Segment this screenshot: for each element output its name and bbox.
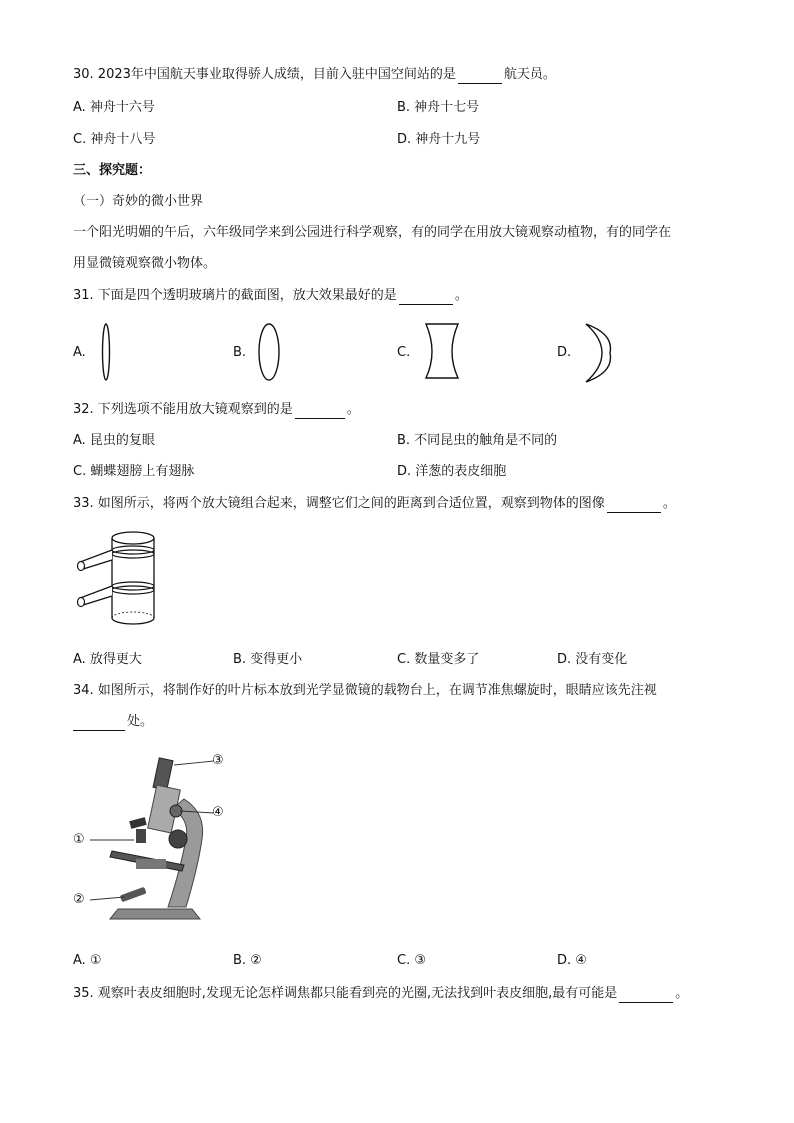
microscope-label-3: ③ xyxy=(212,753,224,768)
q32-option-a[interactable]: A. 昆虫的复眼 xyxy=(73,433,155,448)
microscope-label-4: ④ xyxy=(212,805,224,820)
q34-stem-line-2 xyxy=(73,713,153,731)
thin-convex-lens-icon xyxy=(98,322,118,382)
q35-answer-blank[interactable] xyxy=(619,988,673,1003)
q32-option-d[interactable]: D. 洋葱的表皮细胞 xyxy=(397,464,507,479)
q34-option-d[interactable]: D. ④ xyxy=(557,953,587,968)
q30-stem-end: 航天员。 xyxy=(503,67,556,82)
q34-option-b[interactable]: B. ② xyxy=(233,953,262,968)
q33-stem xyxy=(73,495,676,513)
q32-stem-text: 32. 下列选项不能用放大镜观察到的是 xyxy=(73,402,293,417)
q30-answer-blank[interactable] xyxy=(458,69,502,84)
q31-option-b[interactable]: B. xyxy=(233,345,247,360)
q35-stem-end: 。 xyxy=(675,986,689,1001)
intro-line-1: 一个阳光明媚的午后，六年级同学来到公园进行科学观察，有的同学在用放大镜观察动植物，有的同学在 xyxy=(73,225,672,240)
microscope-figure xyxy=(72,747,238,933)
microscope-label-1: ① xyxy=(73,832,85,847)
q30-option-d[interactable]: D. 神舟十九号 xyxy=(397,132,481,147)
meniscus-lens-icon xyxy=(580,322,620,384)
q30-option-b[interactable]: B. 神舟十七号 xyxy=(397,100,480,115)
q30-stem-text: 30. 2023年中国航天事业取得骄人成绩，目前入驻中国空间站的是 xyxy=(73,67,456,82)
q35-stem-text: 35. 观察叶表皮细胞时,发现无论怎样调焦都只能看到亮的光圈,无法找到叶表皮细胞,最有可能是 xyxy=(73,986,618,1001)
intro-line-2: 用显微镜观察微小物体。 xyxy=(73,256,217,271)
q33-option-a[interactable]: A. 放得更大 xyxy=(73,652,142,667)
q30-option-c[interactable]: C. 神舟十八号 xyxy=(73,132,156,147)
q34-answer-blank[interactable] xyxy=(73,716,125,731)
q35-stem xyxy=(73,985,688,1003)
q32-option-c[interactable]: C. 蝴蝶翅膀上有翅脉 xyxy=(73,464,195,479)
q33-answer-blank[interactable] xyxy=(607,498,661,513)
q34-option-a[interactable]: A. ① xyxy=(73,953,102,968)
q31-stem-end: 。 xyxy=(454,288,468,303)
q31-stem-text: 31. 下面是四个透明玻璃片的截面图，放大效果最好的是 xyxy=(73,288,397,303)
thick-convex-lens-icon xyxy=(255,322,285,382)
q32-stem xyxy=(73,401,360,419)
q31-answer-blank[interactable] xyxy=(399,290,453,305)
q31-option-a[interactable]: A. xyxy=(73,345,86,360)
q34-stem-line-1: 34. 如图所示，将制作好的叶片标本放到光学显微镜的载物台上，在调节准焦螺旋时，眼睛应该先注视 xyxy=(73,683,657,698)
section-title: 三、探究题： xyxy=(73,163,152,178)
q32-stem-end: 。 xyxy=(346,402,360,417)
two-magnifiers-figure xyxy=(76,526,166,632)
q33-option-d[interactable]: D. 没有变化 xyxy=(557,652,628,667)
q34-stem-end: 处。 xyxy=(127,714,154,729)
section-subtitle: （一）奇妙的微小世界 xyxy=(73,194,204,209)
q31-option-c[interactable]: C. xyxy=(397,345,411,360)
q31-stem xyxy=(73,287,468,305)
concave-lens-icon xyxy=(422,322,462,382)
q34-option-c[interactable]: C. ③ xyxy=(397,953,426,968)
q31-option-d[interactable]: D. xyxy=(557,345,572,360)
q33-option-b[interactable]: B. 变得更小 xyxy=(233,652,303,667)
q33-stem-end: 。 xyxy=(662,496,676,511)
q32-option-b[interactable]: B. 不同昆虫的触角是不同的 xyxy=(397,433,558,448)
q30-stem xyxy=(73,66,556,84)
microscope-label-2: ② xyxy=(73,892,85,907)
q32-answer-blank[interactable] xyxy=(295,404,345,419)
q33-stem-text: 33. 如图所示，将两个放大镜组合起来，调整它们之间的距离到合适位置，观察到物体的图像 xyxy=(73,496,605,511)
q33-option-c[interactable]: C. 数量变多了 xyxy=(397,652,480,667)
q30-option-a[interactable]: A. 神舟十六号 xyxy=(73,100,155,115)
